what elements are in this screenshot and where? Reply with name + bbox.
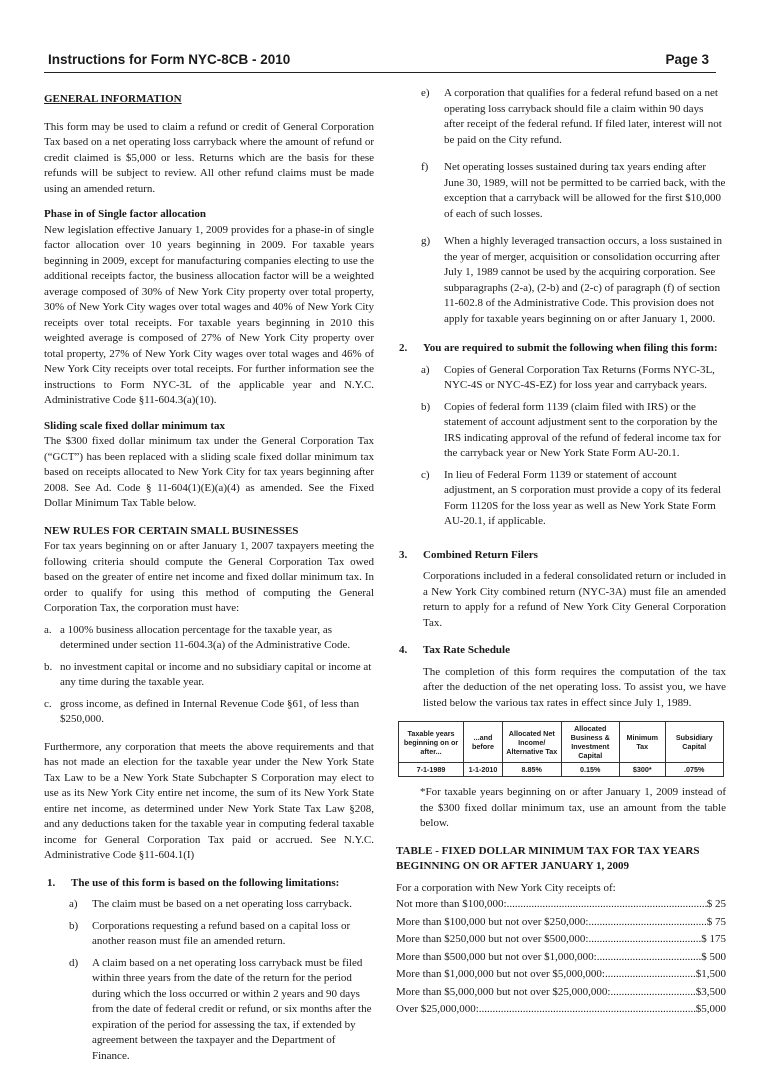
fdmt-amount: $5,000 [695,1003,726,1015]
table-cell: $300* [620,763,666,777]
form-title: Instructions for Form NYC-8CB - 2010 [48,52,291,67]
dot-leader [588,931,701,949]
table-footnote: *For taxable years beginning on or after January 1, 2009 instead of the $300 fixed dollar minimum tax, use an amount from the table below. [420,786,726,829]
limitation-item [44,956,374,1065]
list-marker: b) [421,400,431,413]
left-column [44,86,374,1070]
list-text: no investment capital or income and no subsidiary capital or income at any time during the taxable year. [60,660,372,688]
fdmt-label: More than $5,000,000 but not over $25,000,000: [396,985,611,998]
sliding-scale-text: The $300 fixed dollar minimum tax under the General Corporation Tax (“GCT”) has been replaced with a sliding scale fixed dollar minimum tax based on receipts allocated to New York City for tax years beginning after 2008. See Ad. Code § 11-604(1)(E)(a)(4) as amended. See the Fixed Dollar Minimum Tax Table below. [44,435,374,509]
tax-rate-table [398,721,724,777]
page-number: Page 3 [665,52,709,67]
fdmt-row [396,931,726,949]
limitation-item [396,234,726,327]
list-marker: e) [421,87,430,99]
page-header [48,52,713,72]
item-number: 3. [399,548,408,561]
dot-leader [479,1001,696,1019]
furthermore-text: Furthermore, any corporation that meets the above requirements and that has not made an election for the taxable year under the New York State Tax Law to be a New York State Subchapter S Corporation may elect to use as its New York City entire net income, the sum of its New York State entire net income, as determined under New York State Tax Law §208, and any deductions taken for the taxable year in computing federal taxable income for General Corporation Tax paid or accrued. See N.Y.C. Administrative Code §11-604.1(I) [44,740,374,861]
fdmt-amount: $ 75 [706,915,726,928]
fdmt-row [396,984,726,1002]
fdmt-label: Over $25,000,000: [396,1003,479,1015]
fdmt-table [396,896,726,1019]
table-cell: 1-1-2010 [464,763,503,777]
table-row [399,763,724,777]
list-marker: d) [69,956,79,969]
item-1-heading: 1. The use of this form is based on the following limitations: [44,876,374,892]
dot-leader [507,896,707,914]
list-marker: c) [421,468,430,481]
general-information-text: This form may be used to claim a refund or credit of General Corporation Tax based on a net operating loss carryback where the amount of refund or credit claimed is $5,000 or less. Returns which are the basis for these refunds will be subject to review. All other refund claims must be made using an amended return. [44,120,374,195]
column-header: Allocated Business & Investment Capital [561,722,620,763]
list-marker: a) [421,363,430,376]
dot-leader [597,949,702,967]
table-cell: 7-1-1989 [399,763,464,777]
fdmt-intro: For a corporation with New York City receipts of: [396,881,616,894]
dot-leader [610,984,695,1002]
phase-in-heading: Phase in of Single factor allocation [44,208,207,220]
list-marker: c. [44,697,52,710]
combined-return-text: Corporations included in a federal consolidated return or included in a New York City combined return (NYC-3A) must file an amended return to apply for a refund of New York City General Corporation Tax. [423,570,726,629]
fdmt-row [396,914,726,932]
criteria-item [44,697,374,728]
column-header: ...and before [464,722,503,763]
fdmt-label: More than $500,000 but not over $1,000,000: [396,950,597,963]
dot-leader [605,966,696,984]
header-rule [44,72,716,73]
list-text: The claim must be based on a net operating loss carryback. [92,898,352,910]
item-4-heading: 4. Tax Rate Schedule [396,643,726,659]
table-cell: .075% [665,763,724,777]
item-2-heading: 2. You are required to submit the following when filing this form: [396,341,726,357]
sliding-scale-heading: Sliding scale fixed dollar minimum tax [44,419,226,432]
list-marker: b. [44,660,53,673]
list-text: When a highly leveraged transaction occurs, a loss sustained in the year of merger, acquisition or consolidation occurring after July 1, 1989 cannot be used by the acquiring corporation. See subparagraphs (2-a), (2-b) and (2-c) of paragraph (f) of section 11-602.8 of the Administrative Code. This provision does not apply for taxable years beginning on or after January 1, 2000. [444,235,722,325]
list-text: Copies of General Corporation Tax Returns (Forms NYC-3L, NYC-4S or NYC-4S-EZ) for loss year and carryback years. [444,363,715,391]
fdmt-row [396,896,726,914]
list-marker: f) [421,161,429,173]
list-marker: a) [69,898,78,910]
column-header: Taxable years beginning on or after... [399,722,464,763]
new-rules-text: For tax years beginning on or after January 1, 2007 taxpayers meeting the following criteria should compute the General Corporation Tax owed based on the greater of entire net income and fixed dollar minimum tax. In order to qualify for using this method of computing the General Corporation Tax, the corporation must have: [44,540,374,614]
fdmt-amount: $1,500 [695,968,726,980]
column-header: Subsidiary Capital [665,722,724,763]
table-header-row [399,722,724,763]
new-rules-heading: NEW RULES FOR CERTAIN SMALL BUSINESSES [44,524,299,537]
list-text: Copies of federal form 1139 (claim filed with IRS) or the statement of account adjustment sent to the corporation by the IRS indicating approval of the refund of federal income tax for the carryback year or New York State Form AU-20.1. [444,400,721,459]
tax-rate-schedule-text: The completion of this form requires the computation of the tax after the deduction of the net operating loss. To assist you, we have listed below the various tax rates in effect since July 1, 1989. [423,665,726,709]
item-number: 2. [399,342,408,354]
list-text: A corporation that qualifies for a federal refund based on a net operating loss carryback should file a claim within 90 days after receipt of the federal refund. If filed later, interest will not be paid on the City refund. [444,87,722,146]
fdmt-label: More than $100,000 but not over $250,000: [396,915,589,928]
fdmt-amount: $ 175 [701,933,726,945]
general-information-heading: GENERAL INFORMATION [44,93,182,105]
fdmt-amount: $3,500 [695,985,726,998]
submission-item [396,363,726,394]
criteria-item [44,660,374,691]
column-header: Allocated Net Income/ Alternative Tax [503,722,562,763]
list-text: Corporations requesting a refund based on a capital loss or another reason must file an amended return. [92,919,351,947]
limitation-item [44,919,374,950]
table-cell: 0.15% [561,763,620,777]
fdmt-table-heading: TABLE - FIXED DOLLAR MINIMUM TAX FOR TAX YEARS BEGINNING ON OR AFTER JANUARY 1, 2009 [396,844,700,872]
item-number: 4. [399,644,408,656]
list-text: In lieu of Federal Form 1139 or statement of account adjustment, an S corporation must provide a copy of its federal Form 1120S for the loss year as well as New York State Form AU-20.1, if applicable. [444,468,722,527]
fdmt-label: More than $1,000,000 but not over $5,000,000: [396,968,605,980]
fdmt-amount: $ 25 [706,898,726,910]
fdmt-row [396,966,726,984]
criteria-item [44,623,374,654]
list-marker: a. [44,623,52,636]
table-cell: 8.85% [503,763,562,777]
fdmt-label: More than $250,000 but not over $500,000: [396,933,589,945]
fdmt-row [396,949,726,967]
right-column [396,86,726,1019]
fdmt-amount: $ 500 [701,950,726,963]
item-3-heading: 3. Combined Return Filers [396,548,726,564]
limitation-item [396,160,726,222]
list-text: a 100% business allocation percentage for the taxable year, as determined under section 11-604.3(a) of the Administrative Code. [60,623,351,651]
list-marker: b) [69,919,79,932]
fdmt-row [396,1001,726,1019]
column-header: Minimum Tax [620,722,666,763]
dot-leader [588,914,706,932]
limitation-item [396,86,726,148]
fdmt-label: Not more than $100,000: [396,898,507,910]
item-number: 1. [47,876,56,889]
list-text: Net operating losses sustained during tax years ending after June 30, 1989, will not be permitted to be carried back, with the exception that a carryback will be allowed for the first $10,000 of each of such losses. [444,161,726,220]
list-text: A claim based on a net operating loss carryback must be filed within three years from the date of the return for the period during which the loss occurred or within 2 years and 90 days from the date of federal credit or refund, or six months after the expiration of the period for assessing the tax, if extended by agreement between the taxpayer and the Department of Finance. [92,956,372,1062]
submission-item [396,400,726,462]
list-marker: g) [421,235,431,247]
submission-item [396,468,726,530]
list-text: gross income, as defined in Internal Revenue Code §61, of less than $250,000. [60,697,360,725]
phase-in-text: New legislation effective January 1, 2009 provides for a phase-in of single factor allocation over 10 years beginning in 2009. For taxable years beginning in 2009, except for manufacturing companies electing to use the additional receipts factor, the business allocation factor will be a weighted average composed of 30% of New York City property over total property, 30% of New York City wages over total wages and 40% of New York City receipts over total receipts. For taxable years beginning in 2010 this weighted average is composed of 27% of New York City property over total property, 27% of New York City wages over total wages and 46% of New York City receipts over total receipts. For further information see the instructions to Form NYC-3L of the applicable year and N.Y.C. Administrative Code §11-604.3(a)(10). [44,223,374,406]
limitation-item [44,897,374,913]
